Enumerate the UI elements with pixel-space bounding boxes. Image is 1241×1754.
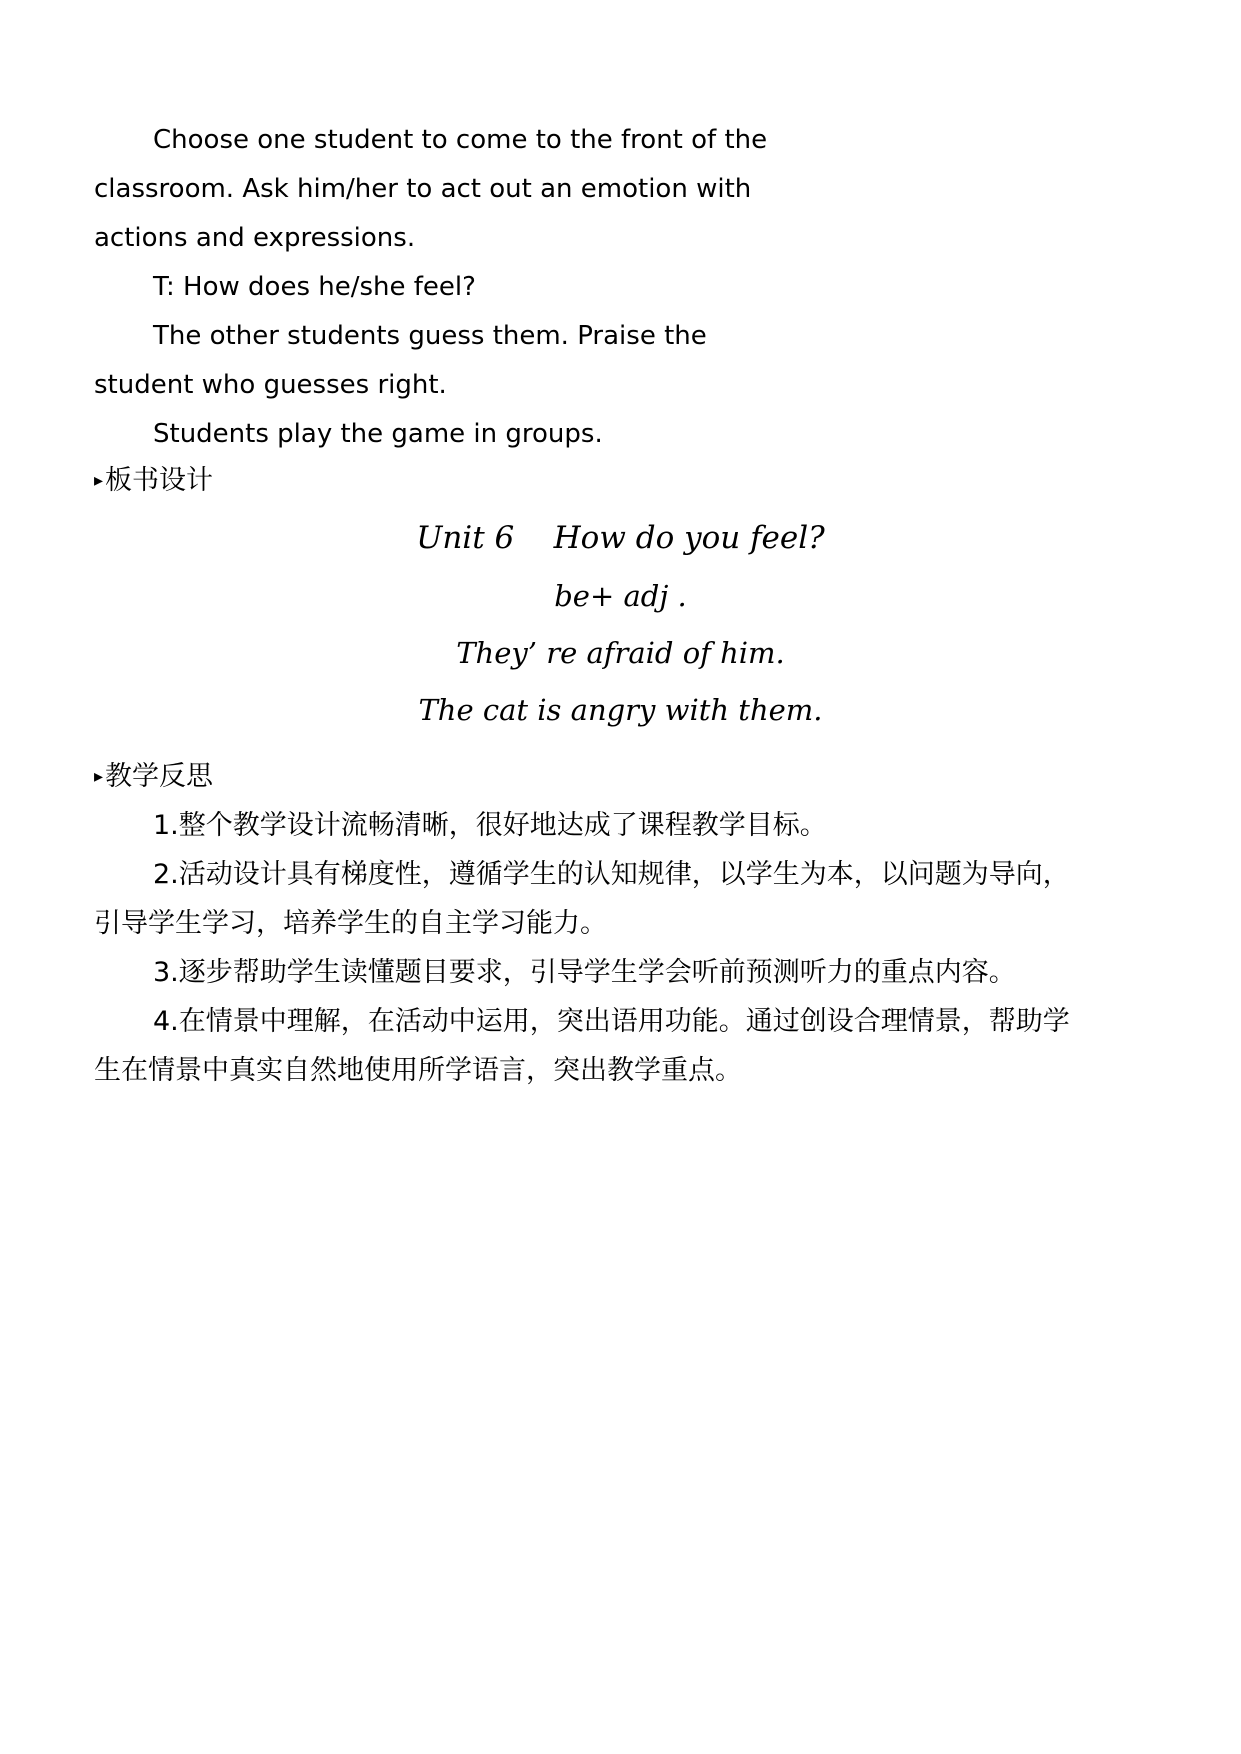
blackboard-title: Unit 6 How do you feel?	[416, 520, 825, 556]
reflection-item-4-line-1: 4.在情景中理解，在活动中运用，突出语用功能。通过创设合理情景，帮助学	[153, 1006, 1070, 1037]
activity-paragraph-1-line-1: Choose one student to come to the front of the	[153, 125, 768, 155]
reflection-heading-text: 教学反思	[105, 761, 214, 792]
reflection-item-4-line-2: 生在情景中真实自然地使用所学语言，突出教学重点。	[94, 1055, 742, 1086]
activity-paragraph-1-line-3: actions and expressions.	[94, 223, 416, 253]
activity-paragraph-2-line-2: student who guesses right.	[94, 370, 447, 400]
activity-paragraph-3: Students play the game in groups.	[153, 419, 603, 449]
triangle-bullet-icon: ▸	[94, 766, 104, 787]
blackboard-pattern: be+ adj .	[554, 579, 687, 613]
reflection-item-2-line-2: 引导学生学习，培养学生的自主学习能力。	[94, 908, 607, 939]
activity-paragraph-2-line-1: The other students guess them. Praise the	[153, 321, 707, 351]
teacher-question: T: How does he/she feel?	[153, 272, 476, 302]
blackboard-heading	[94, 464, 213, 498]
blackboard-heading-text: 板书设计	[105, 465, 214, 496]
reflection-item-3: 3.逐步帮助学生读懂题目要求，引导学生学会听前预测听力的重点内容。	[153, 957, 1016, 988]
reflection-heading	[94, 760, 213, 794]
blackboard-example-1: They’ re afraid of him.	[456, 636, 785, 670]
triangle-bullet-icon: ▸	[94, 470, 104, 491]
reflection-item-1: 1.整个教学设计流畅清晰，很好地达成了课程教学目标。	[153, 810, 827, 841]
activity-paragraph-1-line-2: classroom. Ask him/her to act out an emotion with	[94, 174, 752, 204]
reflection-item-2-line-1: 2.活动设计具有梯度性，遵循学生的认知规律，以学生为本，以问题为导向，	[153, 859, 1070, 890]
blackboard-example-2: The cat is angry with them.	[418, 693, 823, 727]
